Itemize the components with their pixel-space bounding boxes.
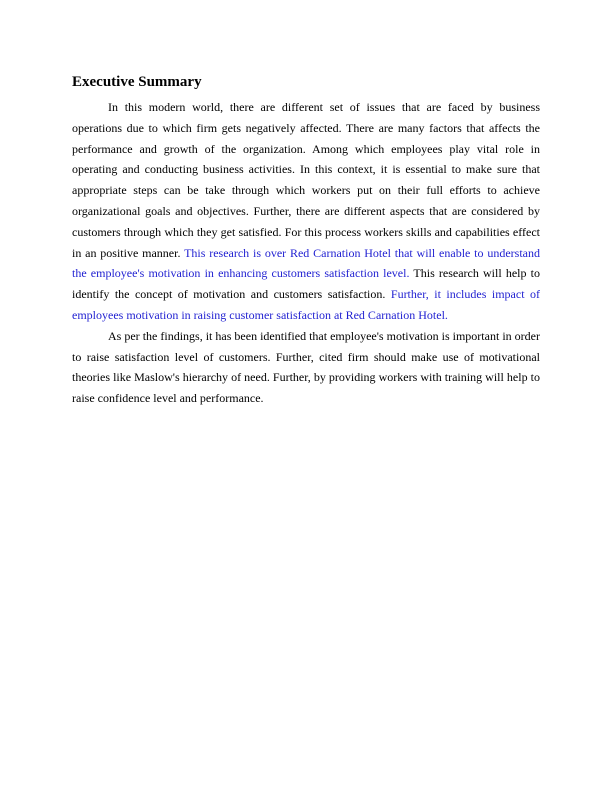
summary-paragraph-1 [72, 97, 540, 326]
highlighted-sentence-2: Further, it includes impact of employees motivation in raising customer satisfaction at Red Carnation Hotel. [72, 287, 541, 322]
document-page [72, 72, 540, 409]
highlighted-sentence-1: This research is over Red Carnation Hotel that will enable to understand the employee's motivation in enhancing customers satisfaction level. [72, 245, 540, 281]
paragraph-1-text-b: This research will help to identify the concept of motivation and customers satisfaction. [72, 266, 540, 302]
summary-paragraph-2: As per the findings, it has been identified that employee's motivation is important in order to raise satisfaction level of customers. Further, cited firm should make use of motivational theories like Maslow's hierarchy of need. Further, by providing workers with training will help to raise confidence level and performance. [72, 328, 540, 406]
section-heading: Executive Summary [72, 74, 202, 90]
paragraph-1-text-a: In this modern world, there are different set of issues that are faced by business operations due to which firm gets negatively affected. There are many factors that affects the performance and growth of the organization. Among which employees play vital role in operating and conducting business activities. In this context, it is essential to make sure that appropriate steps can be take through which workers put on their full efforts to achieve organizational goals and objectives. Further, there are different aspects that are considered by customers through which they get satisfied. For this process workers skills and capabilities effect in an positive manner. [72, 100, 540, 260]
